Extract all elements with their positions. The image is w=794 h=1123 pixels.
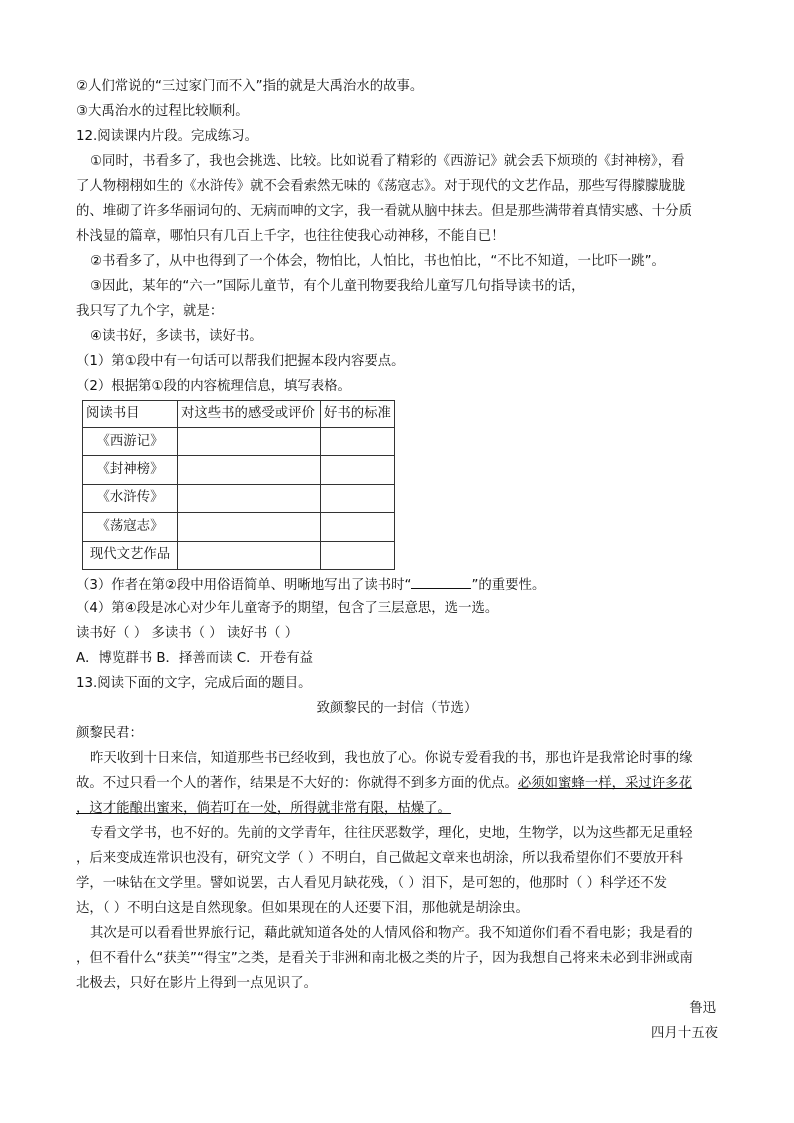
table-row [83, 456, 395, 484]
letter-title: 致颜黎民的一封信（节选） [316, 701, 478, 716]
table-cell-book: 《封神榜》 [83, 456, 178, 484]
table-row [83, 541, 395, 569]
underlined-sentence-cont: ，这才能酿出蜜来，倘若叮在一处，所得就非常有限，枯燥了。 [76, 801, 451, 816]
sub-question-1: （1）第①段中有一句话可以帮我们把握本段内容要点。 [76, 354, 405, 369]
letter-text: 故。不过只看一个人的著作，结果是不大好的：你就得不到多方面的优点。 [76, 776, 518, 791]
letter-salutation: 颜黎民君： [76, 726, 143, 741]
table-header-row [83, 401, 395, 428]
table-cell-answer[interactable] [321, 456, 395, 484]
passage-paragraph-1-line-3: 的、堆砌了许多华丽词句的、无病而呻的文字，我一看就从脑中抹去。但是那些满带着真情实感、十分质 [76, 204, 692, 219]
signature-date: 四月十五夜 [651, 1026, 718, 1041]
table-header-cell: 阅读书目 [83, 401, 178, 428]
table-cell-answer[interactable] [321, 541, 395, 569]
letter-paragraph-2-line-3: 学，一味钻在文学里。譬如说罢，古人看见月缺花残，（ ）泪下，是可恕的，他那时（ ）科学还不发 [76, 876, 667, 891]
sub-question-2: （2）根据第①段的内容梳理信息，填写表格。 [76, 379, 351, 394]
underlined-sentence: 必须如蜜蜂一样，采过许多花 [517, 776, 692, 791]
passage-paragraph-1-line-2: 了人物栩栩如生的《水浒传》就不会看索然无味的《荡寇志》。对于现代的文艺作品，那些写得朦朦胧胧 [76, 179, 686, 194]
passage-paragraph-2: ②书看多了，从中也得到了一个体会，物怕比，人怕比，书也怕比，“不比不知道，一比吓一跳”。 [90, 254, 665, 269]
sub-question-3-text-b: ”的重要性。 [471, 578, 546, 593]
sub-question-3 [76, 575, 545, 595]
option-line-3: ③大禹治水的过程比较顺利。 [76, 104, 249, 119]
letter-paragraph-3-line-2: ，但不看什么“获美”“得宝”之类，是看关于非洲和南北极之类的片子，因为我想自己将来未必到非洲或南 [76, 951, 693, 966]
letter-paragraph-2-line-1: 专看文学书，也不好的。先前的文学青年，往往厌恶数学，理化，史地，生物学，以为这些都无足重轻 [90, 826, 693, 841]
table-row [83, 428, 395, 456]
passage-paragraph-3-line-1: ③因此，某年的“六一”国际儿童节，有个儿童刊物要我给儿童写几句指导读书的话， [90, 279, 585, 294]
table-cell-answer[interactable] [321, 513, 395, 541]
table-cell-book: 《西游记》 [83, 428, 178, 456]
fill-blank[interactable] [411, 575, 471, 589]
passage-paragraph-3-line-2: 我只写了九个字，就是： [76, 304, 224, 319]
reading-table [82, 400, 395, 570]
table-cell-answer[interactable] [178, 541, 321, 569]
table-cell-answer[interactable] [321, 484, 395, 512]
letter-paragraph-2-line-2: ，后来变成连常识也没有，研究文学（ ）不明白，自己做起文章来也胡涂，所以我希望你们不要放开科 [76, 851, 683, 866]
table-cell-answer[interactable] [321, 428, 395, 456]
table-row [83, 513, 395, 541]
match-line: 读书好（ ） 多读书（ ） 读好书（ ） [76, 626, 299, 641]
letter-paragraph-3-line-3: 北极去，只好在影片上得到一点见识了。 [76, 976, 318, 991]
letter-paragraph-1-line-2 [76, 775, 692, 793]
sub-question-4: （4）第④段是冰心对少年儿童寄予的期望，包含了三层意思，选一选。 [76, 601, 499, 616]
table-cell-book: 《水浒传》 [83, 484, 178, 512]
letter-paragraph-1-line-1: 昨天收到十日来信，知道那些书已经收到，我也放了心。你说专爱看我的书，那也许是我常论时事的缘 [90, 751, 693, 766]
letter-paragraph-3-line-1: 其次是可以看看世界旅行记，藉此就知道各处的人情风俗和物产。我不知道你们看不看电影；我是看的 [90, 926, 693, 941]
table-cell-answer[interactable] [178, 456, 321, 484]
table-cell-answer[interactable] [178, 428, 321, 456]
passage-paragraph-1-line-4: 朴浅显的篇章，哪怕只有几百上千字，也往往使我心动神移，不能自已！ [76, 229, 505, 244]
table-header-cell: 好书的标准 [321, 401, 395, 428]
sub-question-3-text-a: （3）作者在第②段中用俗语简单、明晰地写出了读书时“ [76, 578, 412, 593]
table-cell-book: 现代文艺作品 [83, 541, 178, 569]
question-13-title: 13.阅读下面的文字，完成后面的题目。 [76, 676, 312, 691]
choice-options: A．博览群书 B．择善而读 C．开卷有益 [76, 651, 314, 666]
table-header-cell: 对这些书的感受或评价 [178, 401, 321, 428]
question-12-title: 12.阅读课内片段。完成练习。 [76, 129, 258, 144]
table-cell-answer[interactable] [178, 513, 321, 541]
passage-paragraph-1-line-1: ①同时，书看多了，我也会挑选、比较。比如说看了精彩的《西游记》就会丢下烦琐的《封神榜》，看 [90, 154, 685, 169]
option-line-2: ②人们常说的“三过家门而不入”指的就是大禹治水的故事。 [76, 79, 424, 94]
table-row [83, 484, 395, 512]
table-cell-book: 《荡寇志》 [83, 513, 178, 541]
signature-name: 鲁迅 [689, 1001, 716, 1016]
table-cell-answer[interactable] [178, 484, 321, 512]
passage-paragraph-4: ④读书好，多读书，读好书。 [90, 329, 263, 344]
letter-paragraph-2-line-4: 达，（ ）不明白这是自然现象。但如果现在的人还要下泪，那他就是胡涂虫。 [76, 901, 529, 916]
